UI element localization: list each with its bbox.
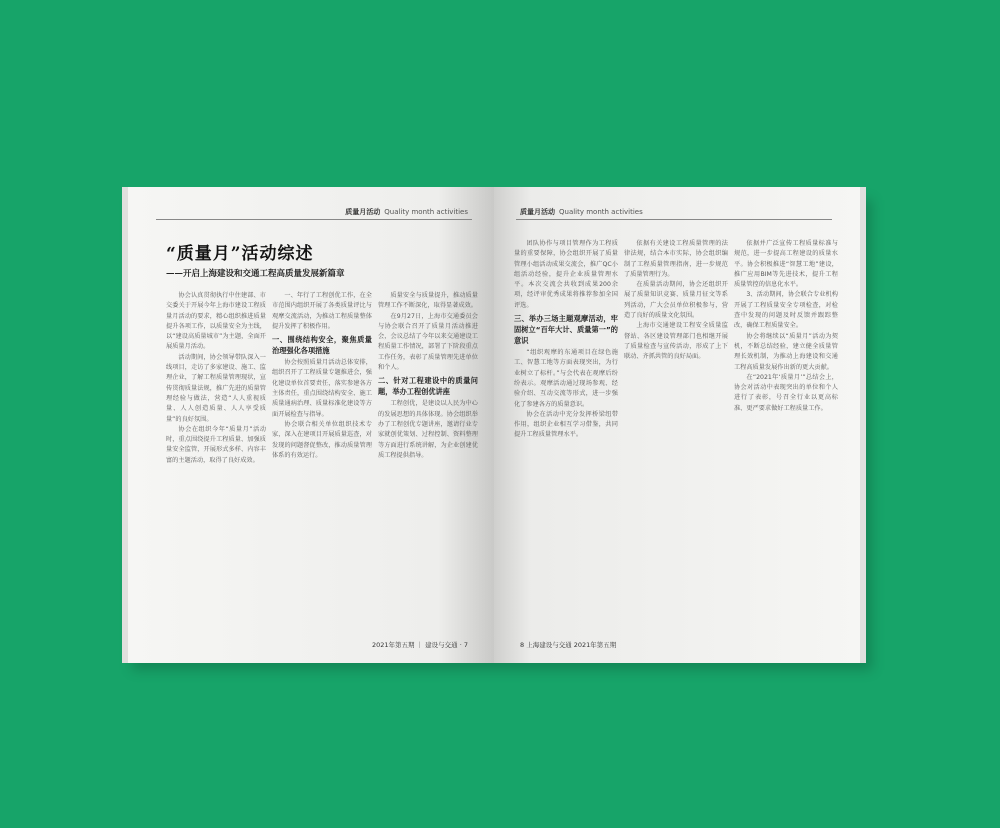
running-head-right — [520, 207, 643, 217]
paragraph: 协会认真贯彻执行中住建部、市交委关于开展今年上海市建设工程质量月活动的要求，精心组织推进质量提升各项工作，以质量安全为主线，以“建设高质量城市”为主题，全面开展质量月活动。 — [166, 292, 266, 351]
paragraph: 在质量活动期间，协会还组织开展了质量知识竞赛、质量月征文等系列活动，广大会员单位积极参与，营造了良好的质量文化氛围。 — [624, 281, 728, 320]
paragraph: 一、年行了工程创优工作，在全市范围内组织开展了各类质量评比与观摩交流活动，为推动工程质量整体提升发挥了积极作用。 — [272, 292, 372, 330]
paragraph: 在“2021年‘质量月’”总结会上，协会对活动中表现突出的单位和个人进行了表彰，号召全行业以更高标准、更严要求做好工程质量工作。 — [734, 373, 838, 412]
paragraph: 依据并广泛宣传工程质量标准与规范，进一步提高工程建设的质量水平。协会积极推进“智慧工地”建设，推广应用BIM等先进技术，提升工程质量管控的信息化水平。 — [734, 240, 838, 289]
paragraph: 协会将继续以“质量月”活动为契机，不断总结经验，建立健全质量管理长效机制，为推动上海建设和交通工程高质量发展作出新的更大贡献。 — [734, 332, 838, 371]
section-heading: 一、围绕结构安全，聚焦质量治理强化各项措施 — [272, 335, 372, 356]
page-edge — [860, 187, 866, 663]
section-heading: 二、针对工程建设中的质量问题，举办工程创优讲座 — [378, 376, 478, 397]
left-page — [122, 187, 494, 663]
paragraph: 协会联合相关单位组织技术专家，深入在建项目开展质量巡查，对发现的问题督促整改，推动质量管理体系的有效运行。 — [272, 420, 372, 459]
paragraph: 团队协作与项目管理作为工程质量的重要保障，协会组织开展了质量管理小组活动成果交流会，推广QC小组活动经验，提升企业质量管理水平。本次交流会共收到成果200余项，经评审优秀成果将推荐参加全国评选。 — [514, 240, 618, 309]
text-column-3 — [378, 291, 478, 621]
paragraph: 质量安全与质量提升，推动质量管理工作不断深化，取得显著成效。 — [378, 292, 478, 310]
article-subtitle: ——开启上海建设和交通工程高质量发展新篇章 — [166, 269, 345, 279]
page-footer-right: 8 上海建设与交通 2021年第五期 — [520, 641, 617, 649]
running-head-left — [345, 207, 468, 217]
running-head-zh: 质量月活动 — [520, 208, 555, 216]
paragraph: 工程创优，是建设以人民为中心的发展思想的具体体现。协会组织举办了工程创优专题讲座，邀请行业专家就创优策划、过程控制、资料整理等方面进行系统讲解，为企业创建优质工程提供指导。 — [378, 400, 478, 459]
right-page — [494, 187, 866, 663]
paragraph: 协会在组织今年“质量月”活动时，重点围绕提升工程质量、加强质量安全监管，开展形式多样、内容丰富的主题活动，取得了良好成效。 — [166, 425, 266, 464]
running-head-zh: 质量月活动 — [345, 208, 381, 216]
paragraph: 上海市交通建设工程安全质量监督站、各区建设管理部门也相继开展了质量检查与宣传活动，形成了上下联动、齐抓共管的良好局面。 — [624, 322, 728, 361]
article-title: “质量月”活动综述 — [166, 244, 314, 264]
running-head-en: Quality month activities — [559, 208, 643, 216]
page-footer-left: 2021年第五期 ｜ 建设与交通 · 7 — [371, 641, 468, 649]
magazine-spread — [122, 187, 866, 663]
running-head-en: Quality month activities — [384, 208, 468, 216]
paragraph: 依据有关建设工程质量管理的法律法规，结合本市实际，协会组织编制了工程质量管理指南，进一步规范了质量管理行为。 — [624, 240, 728, 278]
text-column-3 — [734, 239, 838, 624]
paragraph: “组织观摩的东通项目在绿色施工、智慧工地等方面表现突出，为行业树立了标杆。”与会代表在观摩后纷纷表示。观摩活动通过现场参观、经验介绍、互动交流等形式，进一步强化了参建各方的质量意识。 — [514, 349, 618, 408]
header-rule — [516, 219, 832, 220]
text-column-1 — [166, 291, 266, 621]
page-edge — [122, 187, 128, 663]
paragraph: 3、活动期间，协会联合专业机构开展了工程质量安全专项检查，对检查中发现的问题及时反馈并跟踪整改，确保工程质量安全。 — [734, 291, 838, 330]
header-rule — [156, 219, 472, 220]
paragraph: 活动期间，协会领导带队深入一线项目，走访了多家建设、施工、监理企业，了解工程质量管理现状，宣传贯彻质量法规，推广先进的质量管理经验与做法，营造“人人重视质量、人人创造质量、人人享受质量”的良好氛围。 — [166, 353, 266, 423]
paragraph: 协会在活动中充分发挥桥梁纽带作用，组织企业相互学习借鉴，共同提升工程质量管理水平。 — [514, 410, 618, 439]
section-heading: 三、举办三场主题观摩活动，牢固树立“百年大计、质量第一”的意识 — [514, 314, 618, 346]
text-column-2 — [624, 239, 728, 624]
paragraph: 在9月27日，上海市交通委员会与协会联合召开了质量月活动推进会，会议总结了今年以来交通建设工程质量工作情况，部署了下阶段重点工作任务，表彰了质量管理先进单位和个人。 — [378, 312, 478, 372]
text-column-1 — [514, 239, 618, 624]
text-column-2 — [272, 291, 372, 621]
paragraph: 协会按照质量月活动总体安排，组织召开了工程质量专题推进会，强化建设单位首要责任，落实参建各方主体责任，重点围绕结构安全、施工质量通病治理、质量标准化建设等方面开展检查与指导。 — [272, 359, 372, 418]
